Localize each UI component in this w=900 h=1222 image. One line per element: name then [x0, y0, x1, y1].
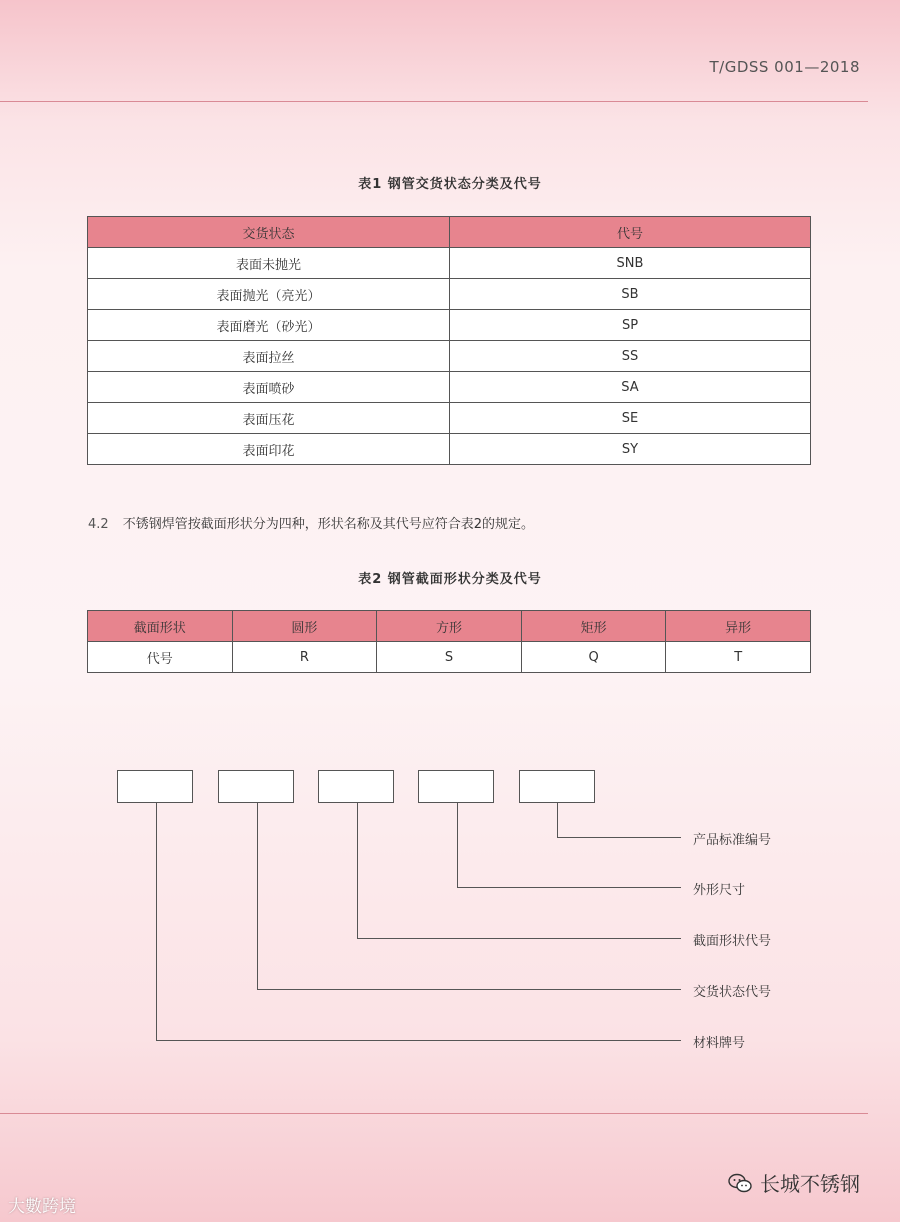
table-cell: SE — [450, 403, 811, 434]
table-row — [88, 248, 811, 279]
table-cell: 表面未抛光 — [88, 248, 450, 279]
connector-line — [457, 803, 458, 887]
wechat-icon — [728, 1173, 752, 1193]
designation-box-standard — [519, 770, 595, 803]
designation-box-shape — [318, 770, 394, 803]
designation-box-dimension — [418, 770, 494, 803]
label-delivery-condition-code: 交货状态代号 — [693, 985, 772, 1000]
column-header: 交货状态 — [88, 217, 450, 248]
connector-line — [257, 989, 681, 990]
label-product-standard: 产品标准编号 — [693, 833, 772, 848]
table-row — [88, 403, 811, 434]
column-header: 圆形 — [232, 611, 377, 642]
table1-caption: 表1 钢管交货状态分类及代号 — [358, 177, 542, 192]
table-cell: SA — [450, 372, 811, 403]
watermark-right-text: 长城不锈钢 — [760, 1172, 860, 1196]
table-cell: 表面抛光（亮光） — [88, 279, 450, 310]
watermark-right — [728, 1168, 860, 1197]
table-cell: 表面拉丝 — [88, 341, 450, 372]
connector-line — [457, 887, 681, 888]
bottom-rule — [0, 1113, 868, 1114]
connector-line — [156, 1040, 681, 1041]
label-material-grade: 材料牌号 — [693, 1036, 746, 1051]
watermark-left: 大數跨境 — [8, 1197, 76, 1217]
table-header-row — [88, 611, 811, 642]
section-shape-table — [87, 610, 811, 673]
table-cell: R — [232, 642, 377, 673]
connector-line — [557, 803, 558, 837]
table-row — [88, 341, 811, 372]
table-cell: 表面磨光（砂光） — [88, 310, 450, 341]
table-cell: 表面印花 — [88, 434, 450, 465]
table-cell: SNB — [450, 248, 811, 279]
clause-4-2 — [88, 513, 534, 532]
table-cell: 代号 — [88, 642, 233, 673]
top-rule — [0, 101, 868, 102]
connector-line — [156, 803, 157, 1040]
connector-line — [557, 837, 681, 838]
clause-number: 4.2 — [88, 517, 109, 532]
connector-line — [257, 803, 258, 989]
table-row — [88, 434, 811, 465]
table-cell: 表面压花 — [88, 403, 450, 434]
clause-text: 不锈钢焊管按截面形状分为四种，形状名称及其代号应符合表2的规定。 — [122, 517, 534, 532]
table-cell: 表面喷砂 — [88, 372, 450, 403]
table-row — [88, 279, 811, 310]
table-row — [88, 310, 811, 341]
table-cell: S — [377, 642, 522, 673]
label-section-shape-code: 截面形状代号 — [693, 934, 772, 949]
table-header-row — [88, 217, 811, 248]
connector-line — [357, 803, 358, 938]
label-dimension: 外形尺寸 — [693, 883, 746, 898]
table-row — [88, 372, 811, 403]
document-code: T/GDSS 001—2018 — [709, 58, 860, 76]
connector-line — [357, 938, 681, 939]
delivery-condition-table — [87, 216, 811, 465]
table-cell: SP — [450, 310, 811, 341]
table-row — [88, 642, 811, 673]
table-cell: SB — [450, 279, 811, 310]
designation-box-delivery — [218, 770, 294, 803]
column-header: 异形 — [666, 611, 811, 642]
column-header: 矩形 — [521, 611, 666, 642]
column-header: 代号 — [450, 217, 811, 248]
table2-caption: 表2 钢管截面形状分类及代号 — [358, 572, 542, 587]
column-header: 方形 — [377, 611, 522, 642]
designation-box-material — [117, 770, 193, 803]
column-header: 截面形状 — [88, 611, 233, 642]
table-cell: Q — [521, 642, 666, 673]
table-cell: SY — [450, 434, 811, 465]
table-cell: SS — [450, 341, 811, 372]
table-cell: T — [666, 642, 811, 673]
